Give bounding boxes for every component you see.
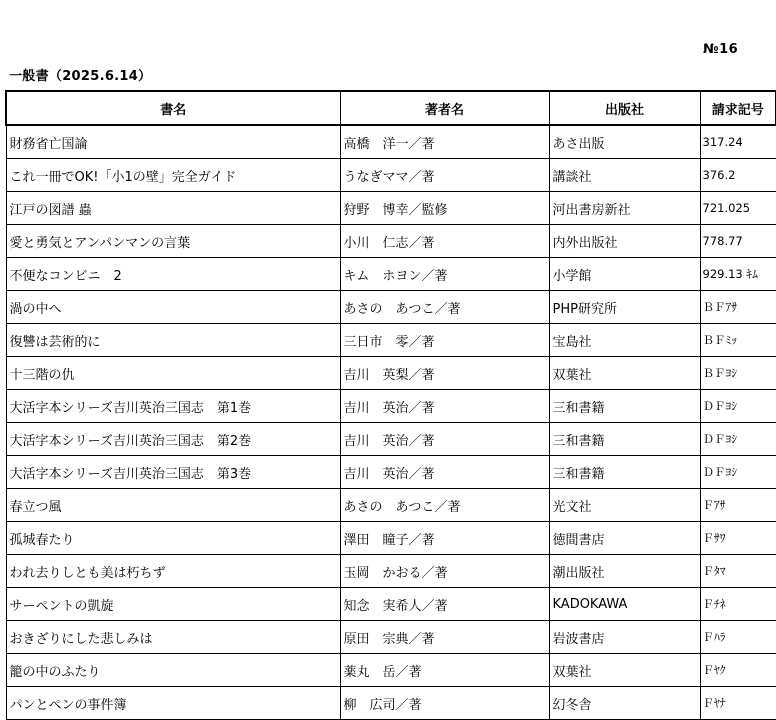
table-row [6,555,776,588]
book-title-cell: 財務省亡国論 [6,125,340,159]
publisher-cell: 小学館 [549,258,700,291]
author-cell: 吉川 英治／著 [340,423,549,456]
table-row [6,390,776,423]
publisher-cell: 徳間書店 [549,522,700,555]
table-row [6,654,776,687]
author-cell: あさの あつこ／著 [340,489,549,522]
author-cell: 原田 宗典／著 [340,621,549,654]
publisher-cell: PHP研究所 [549,291,700,324]
table-row [6,159,776,192]
publisher-cell: 潮出版社 [549,555,700,588]
book-title-cell: 十三階の仇 [6,357,340,390]
author-cell: 薬丸 岳／著 [340,654,549,687]
call-number-cell: Ｆｻﾜ [700,522,776,555]
column-header-title: 書名 [6,91,340,125]
table-row [6,423,776,456]
author-cell: 吉川 英治／著 [340,456,549,489]
author-cell: 吉川 英梨／著 [340,357,549,390]
table-row [6,489,776,522]
publisher-cell: 岩波書店 [549,621,700,654]
table-row [6,258,776,291]
table-row [6,522,776,555]
publisher-cell: 三和書籍 [549,456,700,489]
table-row [6,291,776,324]
publisher-cell: 双葉社 [549,357,700,390]
publisher-cell: あさ出版 [549,125,700,159]
call-number-cell: 721.025 [700,192,776,225]
publisher-cell: 三和書籍 [549,390,700,423]
author-cell: 高橋 洋一／著 [340,125,549,159]
table-row [6,621,776,654]
book-title-cell: 江戸の図譜 蟲 [6,192,340,225]
column-header-author: 著者名 [340,91,549,125]
call-number-cell: ＢＦﾖｼ [700,357,776,390]
author-cell: キム ホヨン／著 [340,258,549,291]
table-row [6,357,776,390]
book-title-cell: 大活字本シリーズ吉川英治三国志 第3巻 [6,456,340,489]
table-header-row [6,91,776,125]
author-cell: 吉川 英治／著 [340,390,549,423]
author-cell: 玉岡 かおる／著 [340,555,549,588]
publisher-cell: 宝島社 [549,324,700,357]
book-title-cell: 不便なコンビニ 2 [6,258,340,291]
author-cell: 狩野 博幸／監修 [340,192,549,225]
book-title-cell: 愛と勇気とアンパンマンの言葉 [6,225,340,258]
table-row [6,456,776,489]
book-title-cell: 籠の中のふたり [6,654,340,687]
column-header-call-number: 請求記号 [700,91,776,125]
author-cell: 澤田 瞳子／著 [340,522,549,555]
table-row [6,588,776,621]
book-title-cell: パンとペンの事件簿 [6,687,340,720]
book-title-cell: これ一冊でOK!「小1の壁」完全ガイド [6,159,340,192]
author-cell: 三日市 零／著 [340,324,549,357]
book-title-cell: 大活字本シリーズ吉川英治三国志 第2巻 [6,423,340,456]
book-title-cell: サーペントの凱旋 [6,588,340,621]
table-body [6,125,776,720]
book-title-cell: われ去りしとも美は朽ちず [6,555,340,588]
call-number-cell: ＤＦﾖｼ [700,423,776,456]
table-row [6,687,776,720]
call-number-cell: ＢＦﾐｯ [700,324,776,357]
book-title-cell: 復讐は芸術的に [6,324,340,357]
book-title-cell: おきざりにした悲しみは [6,621,340,654]
column-header-publisher: 出版社 [549,91,700,125]
call-number-cell: 376.2 [700,159,776,192]
call-number-cell: Ｆﾁﾈ [700,588,776,621]
call-number-cell: Ｆﾀﾏ [700,555,776,588]
publisher-cell: 河出書房新社 [549,192,700,225]
book-list-table [5,90,776,720]
call-number-cell: 317.24 [700,125,776,159]
call-number-cell: ＤＦﾖｼ [700,456,776,489]
publisher-cell: 三和書籍 [549,423,700,456]
book-title-cell: 孤城春たり [6,522,340,555]
call-number-cell: 778.77 [700,225,776,258]
table-row [6,192,776,225]
author-cell: 知念 実希人／著 [340,588,549,621]
author-cell: うなぎママ／著 [340,159,549,192]
table-row [6,125,776,159]
call-number-cell: Ｆﾔｸ [700,654,776,687]
publisher-cell: 内外出版社 [549,225,700,258]
call-number-cell: ＢＦｱｻ [700,291,776,324]
call-number-cell: Ｆﾔﾅ [700,687,776,720]
author-cell: あさの あつこ／著 [340,291,549,324]
author-cell: 小川 仁志／著 [340,225,549,258]
call-number-cell: ＤＦﾖｼ [700,390,776,423]
call-number-cell: 929.13 ｷﾑ [700,258,776,291]
publisher-cell: 講談社 [549,159,700,192]
author-cell: 柳 広司／著 [340,687,549,720]
book-title-cell: 大活字本シリーズ吉川英治三国志 第1巻 [6,390,340,423]
table-row [6,225,776,258]
call-number-cell: Ｆﾊﾗ [700,621,776,654]
document-title: 一般書（2025.6.14） [9,69,152,84]
table-row [6,324,776,357]
publisher-cell: 幻冬舎 [549,687,700,720]
document-number: №16 [703,42,739,57]
book-title-cell: 春立つ風 [6,489,340,522]
book-title-cell: 渦の中へ [6,291,340,324]
publisher-cell: KADOKAWA [549,588,700,621]
publisher-cell: 光文社 [549,489,700,522]
call-number-cell: Ｆｱｻ [700,489,776,522]
publisher-cell: 双葉社 [549,654,700,687]
